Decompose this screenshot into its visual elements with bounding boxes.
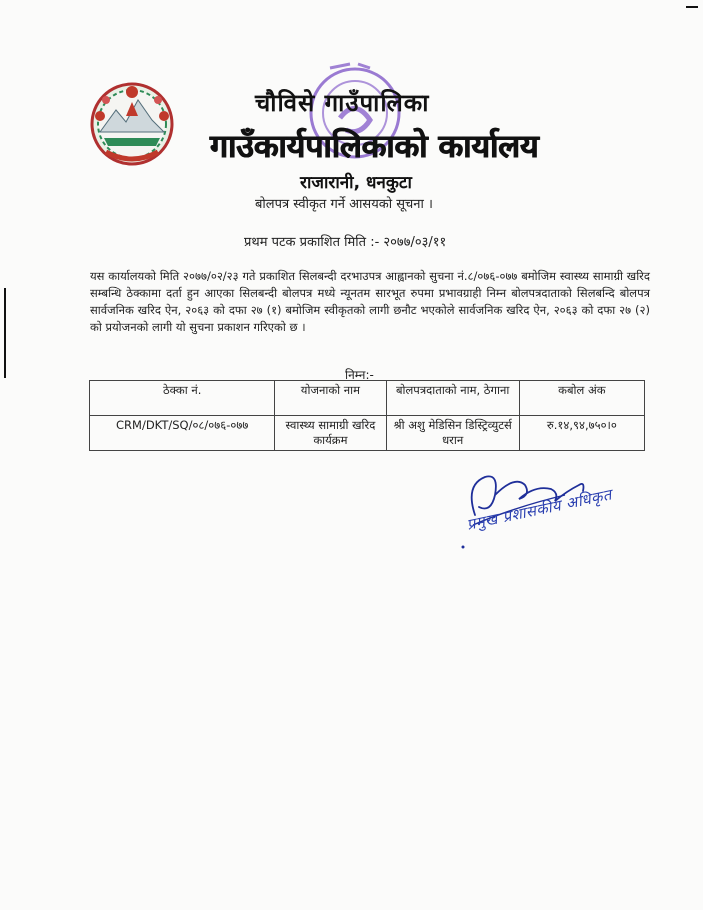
signatory-designation: प्रमुख प्रशासकीय अधिकृत [465, 485, 614, 534]
notice-subject: बोलपत्र स्वीकृत गर्ने आसयको सूचना । [255, 197, 433, 212]
column-header-contract-no: ठेक्का नं. [90, 381, 275, 416]
scan-edge-mark [4, 288, 6, 378]
office-location: राजारानी, धनकुटा [300, 173, 412, 193]
municipality-name: चौविसे गाउँपालिका [255, 89, 430, 117]
cell-bid-amount: रु.१४,९४,७५०।० [519, 416, 644, 451]
scan-corner-mark [686, 6, 698, 8]
column-header-project-name: योजनाको नाम [275, 381, 386, 416]
table-row [90, 416, 645, 451]
cell-bidder: श्री अशु मेडिसिन डिस्ट्रिव्युटर्स धरान [386, 416, 519, 451]
published-date-line: प्रथम पटक प्रकाशित मिति :- २०७७/०३/११ [244, 235, 447, 250]
nepal-emblem-icon [86, 72, 178, 172]
column-header-bidder: बोलपत्रदाताको नाम, ठेगाना [386, 381, 519, 416]
table-caption: निम्न:- [345, 368, 374, 382]
column-header-bid-amount: कबोल अंक [519, 381, 644, 416]
cell-project-name: स्वास्थ्य सामाग्री खरिद कार्यक्रम [275, 416, 386, 451]
table-header-row [90, 381, 645, 416]
office-name: गाउँकार्यपालिकाको कार्यालय [210, 127, 539, 165]
bid-table [89, 380, 645, 451]
notice-body: यस कार्यालयको मिति २०७७/०२/२३ गते प्रकाशित सिलबन्दी दरभाउपत्र आह्वानको सुचना नं.८/०७६-०७७ बमोजिम स्वास्थ्य सामाग्री खरिद सम्बन्धि ठेक्कामा दर्ता हुन आएका सिलबन्दी बोलपत्र मध्ये न्यूनतम सारभूत रुपमा प्रभावग्राही निम्न बोलपत्रदाताको सिलबन्दि बोलपत्र सार्वजनिक खरिद ऐन, २०६३ को दफा २७ (१) बमोजिम स्वीकृतको लागी छनौट भएकोले सार्वजनिक खरिद ऐन, २०६३ को दफा २७ (२) को प्रयोजनको लागी यो सुचना प्रकाशन गरिएको छ । [90, 269, 650, 334]
cell-contract-no: CRM/DKT/SQ/०८/०७६-०७७ [90, 416, 275, 451]
